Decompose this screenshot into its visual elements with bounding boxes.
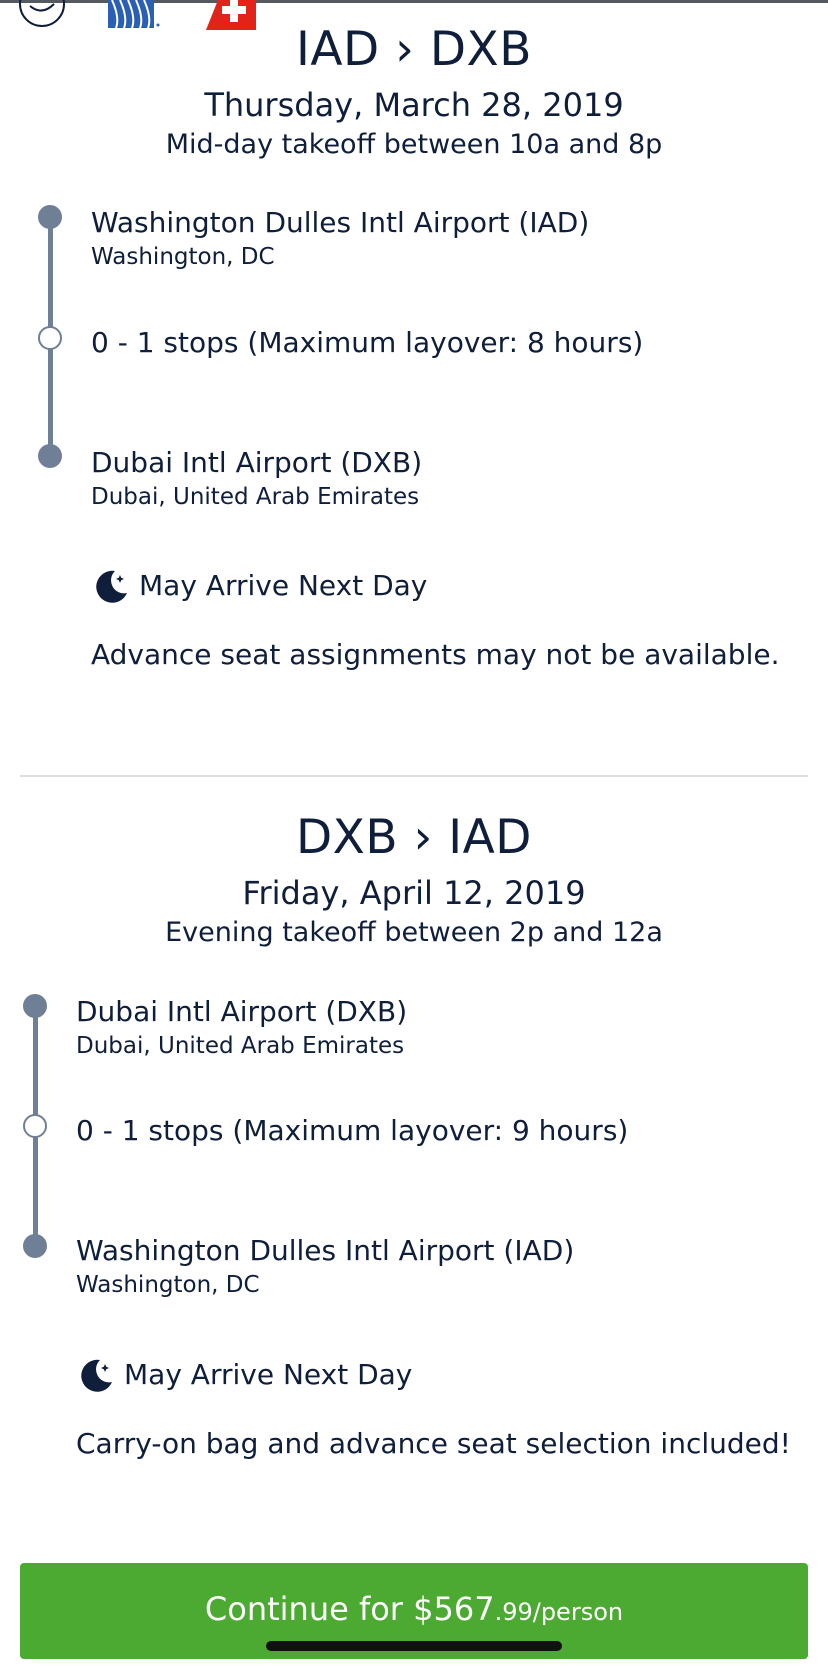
outbound-seat-note: Advance seat assignments may not be available. xyxy=(91,638,780,671)
price-dollars: $567 xyxy=(413,1590,495,1628)
return-origin-city: Dubai, United Arab Emirates xyxy=(76,1033,405,1059)
outbound-date: Thursday, March 28, 2019 xyxy=(204,86,624,124)
outbound-stops-info: 0 - 1 stops (Maximum layover: 8 hours) xyxy=(91,326,644,359)
return-stops-info: 0 - 1 stops (Maximum layover: 9 hours) xyxy=(76,1114,629,1147)
home-indicator[interactable] xyxy=(266,1641,562,1651)
outbound-destination-city: Dubai, United Arab Emirates xyxy=(91,484,420,510)
return-bag-note: Carry-on bag and advance seat selection included! xyxy=(76,1427,791,1460)
moon-star-icon xyxy=(78,1356,116,1394)
moon-star-icon xyxy=(93,567,131,605)
price-per-person: /person xyxy=(532,1598,624,1626)
return-date: Friday, April 12, 2019 xyxy=(242,874,586,912)
outbound-arrival-note: May Arrive Next Day xyxy=(139,569,428,602)
return-destination-city: Washington, DC xyxy=(76,1272,260,1298)
return-stops-dot xyxy=(23,1114,47,1138)
outbound-stops-dot xyxy=(38,326,62,350)
outbound-takeoff-window: Mid-day takeoff between 10a and 8p xyxy=(165,129,663,160)
outbound-origin-airport: Washington Dulles Intl Airport (IAD) xyxy=(91,206,590,239)
return-origin-dot xyxy=(23,994,47,1018)
return-destination-airport: Washington Dulles Intl Airport (IAD) xyxy=(76,1234,575,1267)
return-takeoff-window: Evening takeoff between 2p and 12a xyxy=(165,917,663,948)
price-cents: .99 xyxy=(494,1598,533,1626)
outbound-route-title: IAD › DXB xyxy=(295,22,532,77)
return-arrival-note: May Arrive Next Day xyxy=(124,1358,413,1391)
outbound-origin-city: Washington, DC xyxy=(91,244,275,270)
outbound-origin-dot xyxy=(38,205,62,229)
outbound-destination-dot xyxy=(38,444,62,468)
section-divider xyxy=(20,775,808,777)
return-destination-dot xyxy=(23,1234,47,1258)
continue-label: Continue for xyxy=(204,1590,414,1628)
return-route-title: DXB › IAD xyxy=(295,810,532,865)
outbound-destination-airport: Dubai Intl Airport (DXB) xyxy=(91,446,423,479)
return-origin-airport: Dubai Intl Airport (DXB) xyxy=(76,995,408,1028)
